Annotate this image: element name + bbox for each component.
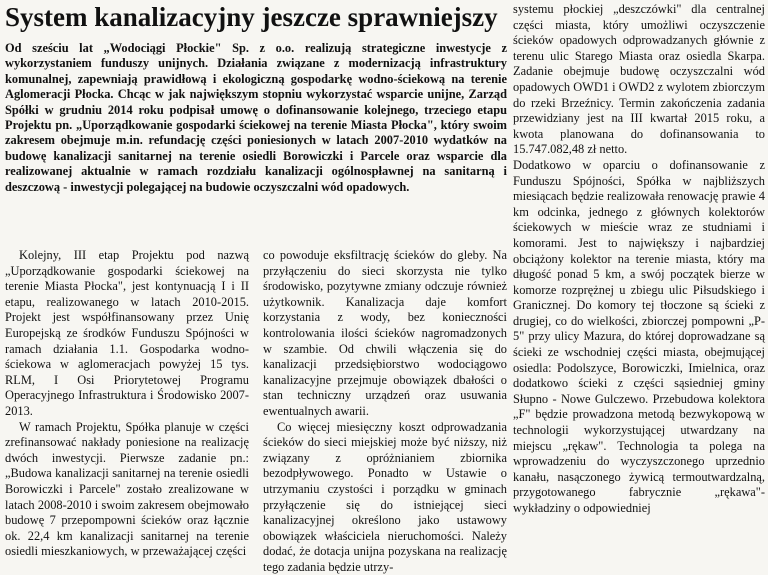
article-column-3 <box>513 2 765 517</box>
column-1-paragraph-1: Kolejny, III etap Projektu pod nazwą „Uporządkowanie gospodarki ściekowej na terenie Miasta Płocka", jest kontynuacją I i II etapu, realizowanego w latach 2010-2015. Projekt jest współfinansowany przez Unię Europejską ze środków Funduszu Spójności w ramach działania 1.1. Gospodarka wodno-ściekowa w aglomeracjach powyżej 15 tys. RLM, I Osi Priorytetowej Programu Operacyjnego Infrastruktura i Środowisko 2007-2013. <box>5 248 249 418</box>
column-2-paragraph-1: co powoduje eksfiltrację ścieków do gleby. Na przyłączeniu do sieci skorzysta nie tylko środowisko, pozytywne zmiany odczuje również użytkownik. Kanalizacja daje komfort korzystania z wody, bez konieczności kontrolowania ilości ścieków nagromadzonych w szambie. Od chwili włączenia się do kanalizacji przedsiębiorstwo wodociągowo kanalizacyjne przejmuje obowiązek dbałości o stan techniczny urządzeń oraz usuwania ewentualnych awarii. <box>263 248 507 418</box>
article-column-2 <box>263 248 507 575</box>
column-2-paragraph-2: Co więcej miesięczny koszt odprowadzania ścieków do sieci miejskiej może być niższy, niż związany z opróżnianiem zbiornika bezodpływowego. Ponadto w Ustawie o utrzymaniu czystości i porządku w gminach przyłączenie się do istniejącej sieci kanalizacyjnej określono jako ustawowy obowiązek właściciela nieruchomości. Należy dodać, że dotacja unijna pozyskana na realizację tego zadania będzie utrzy- <box>263 419 507 574</box>
article-headline: System kanalizacyjny jeszcze sprawniejszy <box>5 2 498 32</box>
column-3-paragraph-2: Dodatkowo w oparciu o dofinansowanie z Funduszu Spójności, Spółka w najbliższych miesiącach będzie realizowała renowację prawie 4 km odcinka, jednego z głównych kolektorów ściekowych w mieście wraz ze studniami i komorami. Jest to największy i najbardziej obciążony kolektor na terenie miasta, który ma długość ponad 5 km, a swój początek bierze w komorze rozprężnej u zbiegu ulic Piłsudskiego i Granicznej. Do komory tej tłoczone są ścieki z drugiej, co do wielkości, zbiorczej pompowni „P-5" przy ulicy Mazura, do której doprowadzane są ścieki ze wschodniej części miasta, obejmującej osiedla: Podolszyce, Borowiczki, Imielnica, oraz dodatkowo ścieki z części sąsiedniej gminy Słupno - Nowe Gulczewo. Przebudowa kolektora „F" będzie prowadzona metodą bezwykopową w technologii wykorzystującej utwardzany na miejscu „rękaw". Technologia ta polega na wprowadzeniu do wyczyszczonego uprzednio kanału, nasączonego żywicą termoutwardzalną, przygotowanego fabrycznie „rękawa"- wykładziny o odpowiedniej <box>513 157 765 515</box>
article-lead: Od sześciu lat „Wodociągi Płockie" Sp. z o.o. realizują strategiczne inwestycje z wykorzystaniem funduszy unijnych. Działania związane z modernizacją infrastruktury komunalnej, zapewniają prawidłową i ekologiczną gospodarkę wodno-ściekową na terenie Aglomeracji Płocka. Chcąc w jak największym stopniu wykorzystać wsparcie unijne, Zarząd Spółki w grudniu 2014 roku podpisał umowę o dofinansowanie kolejnego, trzeciego etapu Projektu pn. „Uporządkowanie gospodarki ściekowej na terenie Miasta Płocka", który swoim zakresem obejmuje m.in. refundację części poniesionych w latach 2007-2010 wydatków na budowę kanalizacji sanitarnej na terenie osiedli Borowiczki i Parcele oraz wsparcie dla realizowanej aktualnie w ramach rozdziału kanalizacji ogólnospławnej na sanitarną i deszczową - inwestycji polegającej na budowie oczyszczalni wód opadowych. <box>5 41 507 194</box>
article-column-1 <box>5 248 249 560</box>
column-1-paragraph-2: W ramach Projektu, Spółka planuje w części zrefinansować nakłady poniesione na realizację dwóch inwestycji. Pierwsze zadanie pn.: „Budowa kanalizacji sanitarnej na terenie osiedli Borowiczki i Parcele" zostało zrealizowane w latach 2008-2010 i swoim zakresem obejmowało budowę 7 przepompowni ścieków oraz łącznie ok. 22,4 km kanalizacji sanitarnej na terenie osiedli mieszkaniowych, w przeważającej części <box>5 419 249 559</box>
column-3-paragraph-1: systemu płockiej „deszczówki" dla centralnej części miasta, który umożliwi oczyszczenie ścieków opadowych odprowadzanych głównie z terenu ulic Starego Miasta oraz osiedla Skarpa. Zadanie obejmuje budowę oczyszczalni wód opadowych OWD1 i OWD2 z wylotem zbiorczym do rzeki Brzeźnicy. Termin zakończenia zadania przewidziany jest na III kwartał 2015 roku, a kwota planowana do dofinansowania to 15.747.082,48 zł netto. <box>513 2 765 157</box>
